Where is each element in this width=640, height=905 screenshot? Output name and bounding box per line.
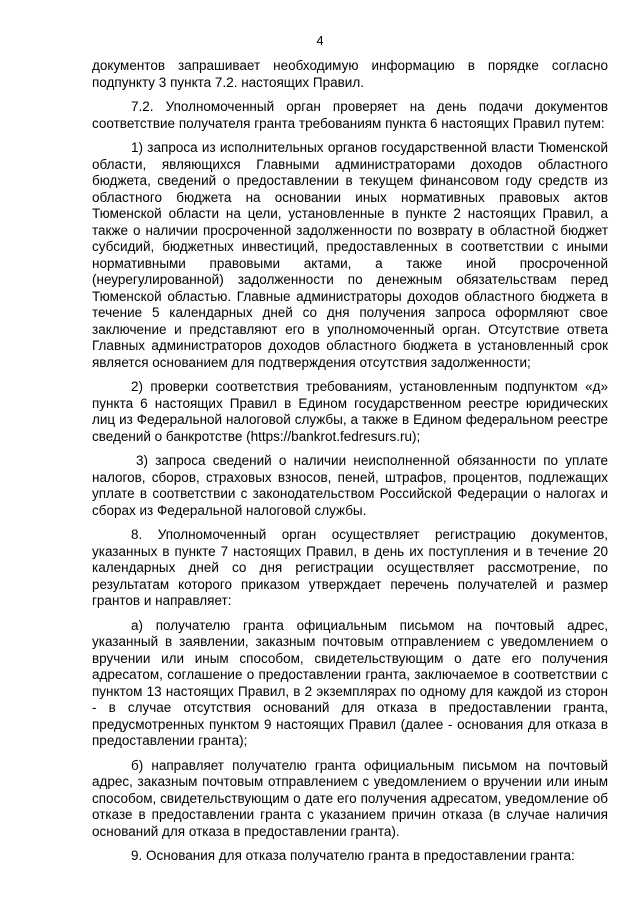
paragraph-7-2-item-3: 3) запроса сведений о наличии неисполненной обязанности по уплате налогов, сборов, страховых взносов, пеней, штрафов, процентов, подлежащих уплате в соответствии с законодательством Российской Федерации о налогах и сборах из Федеральной налоговой службы. [92,453,608,518]
paragraph-8: 8. Уполномоченный орган осуществляет регистрацию документов, указанных в пункте 7 настоящих Правил, в день их поступления и в течение 20 календарных дней со дня регистрации осуществляет рассмотрение, по результатам которого приказом утверждает перечень получателей и размер грантов и направляет: [92,527,608,608]
paragraph-9: 9. Основания для отказа получателю гранта в предоставлении гранта: [131,848,575,863]
paragraph-7-2: 7.2. Уполномоченный орган проверяет на день подачи документов соответствие получателя гранта требованиям пункта 6 настоящих Правил путем: [92,99,608,131]
page-number: 4 [316,33,324,48]
paragraph-8-item-b: б) направляет получателю гранта официальным письмом на почтовый адрес, заказным почтовым отправлением с уведомлением о вручении или иным способом, свидетельствующим о дате его получения адресатом, уведомление об отказе в предоставлении гранта с указанием причин отказа (в случае наличия оснований для отказа в предоставлении гранта). [92,757,608,839]
paragraph-7-2-item-2: 2) проверки соответствия требованиям, установленным подпунктом «д» пункта 6 настоящих Правил в Едином государственном реестре юридических лиц из Федеральной налоговой службы, а также в Едином федеральном реестре сведений о банкротстве (https://bankrot.fedresurs.ru); [92,379,608,444]
document-body [92,58,608,873]
paragraph-7-2-item-1: 1) запроса из исполнительных органов государственной власти Тюменской области, являющихся Главными администраторами доходов областного бюджета, сведений о предоставлении в текущем финансовом году средств из областного бюджета на основании иных нормативных правовых актов Тюменской области на цели, установленные в пункте 2 настоящих Правил, а также о наличии просроченной задолженности по возврату в областной бюджет субсидий, бюджетных инвестиций, предоставленных в соответствии с иными нормативными правовыми актами, а также иной просроченной (неурегулированной) задолженности по денежным обязательствам перед Тюменской областью. Главные администраторы доходов областного бюджета в течение 5 календарных дней со дня получения запроса оформляют свое заключение и представляют его в уполномоченный орган. Отсутствие ответа Главных администраторов доходов областного бюджета в установленный срок является основанием для подтверждения отсутствия задолженности; [92,140,608,370]
paragraph-8-item-a: а) получателю гранта официальным письмом на почтовый адрес, указанный в заявлении, заказным почтовым отправлением с уведомлением о вручении или иным способом, свидетельствующим о дате его получения адресатом, соглашение о предоставлении гранта, заключаемое в соответствии с пунктом 13 настоящих Правил, в 2 экземплярах по одному для каждой из сторон - в случае отсутствия оснований для отказа в предоставлении гранта, предусмотренных пунктом 9 настоящих Правил (далее - основания для отказа в предоставлении гранта); [92,617,608,748]
paragraph-continuation: документов запрашивает необходимую информацию в порядке согласно подпункту 3 пункта 7.2. настоящих Правил. [92,58,608,90]
